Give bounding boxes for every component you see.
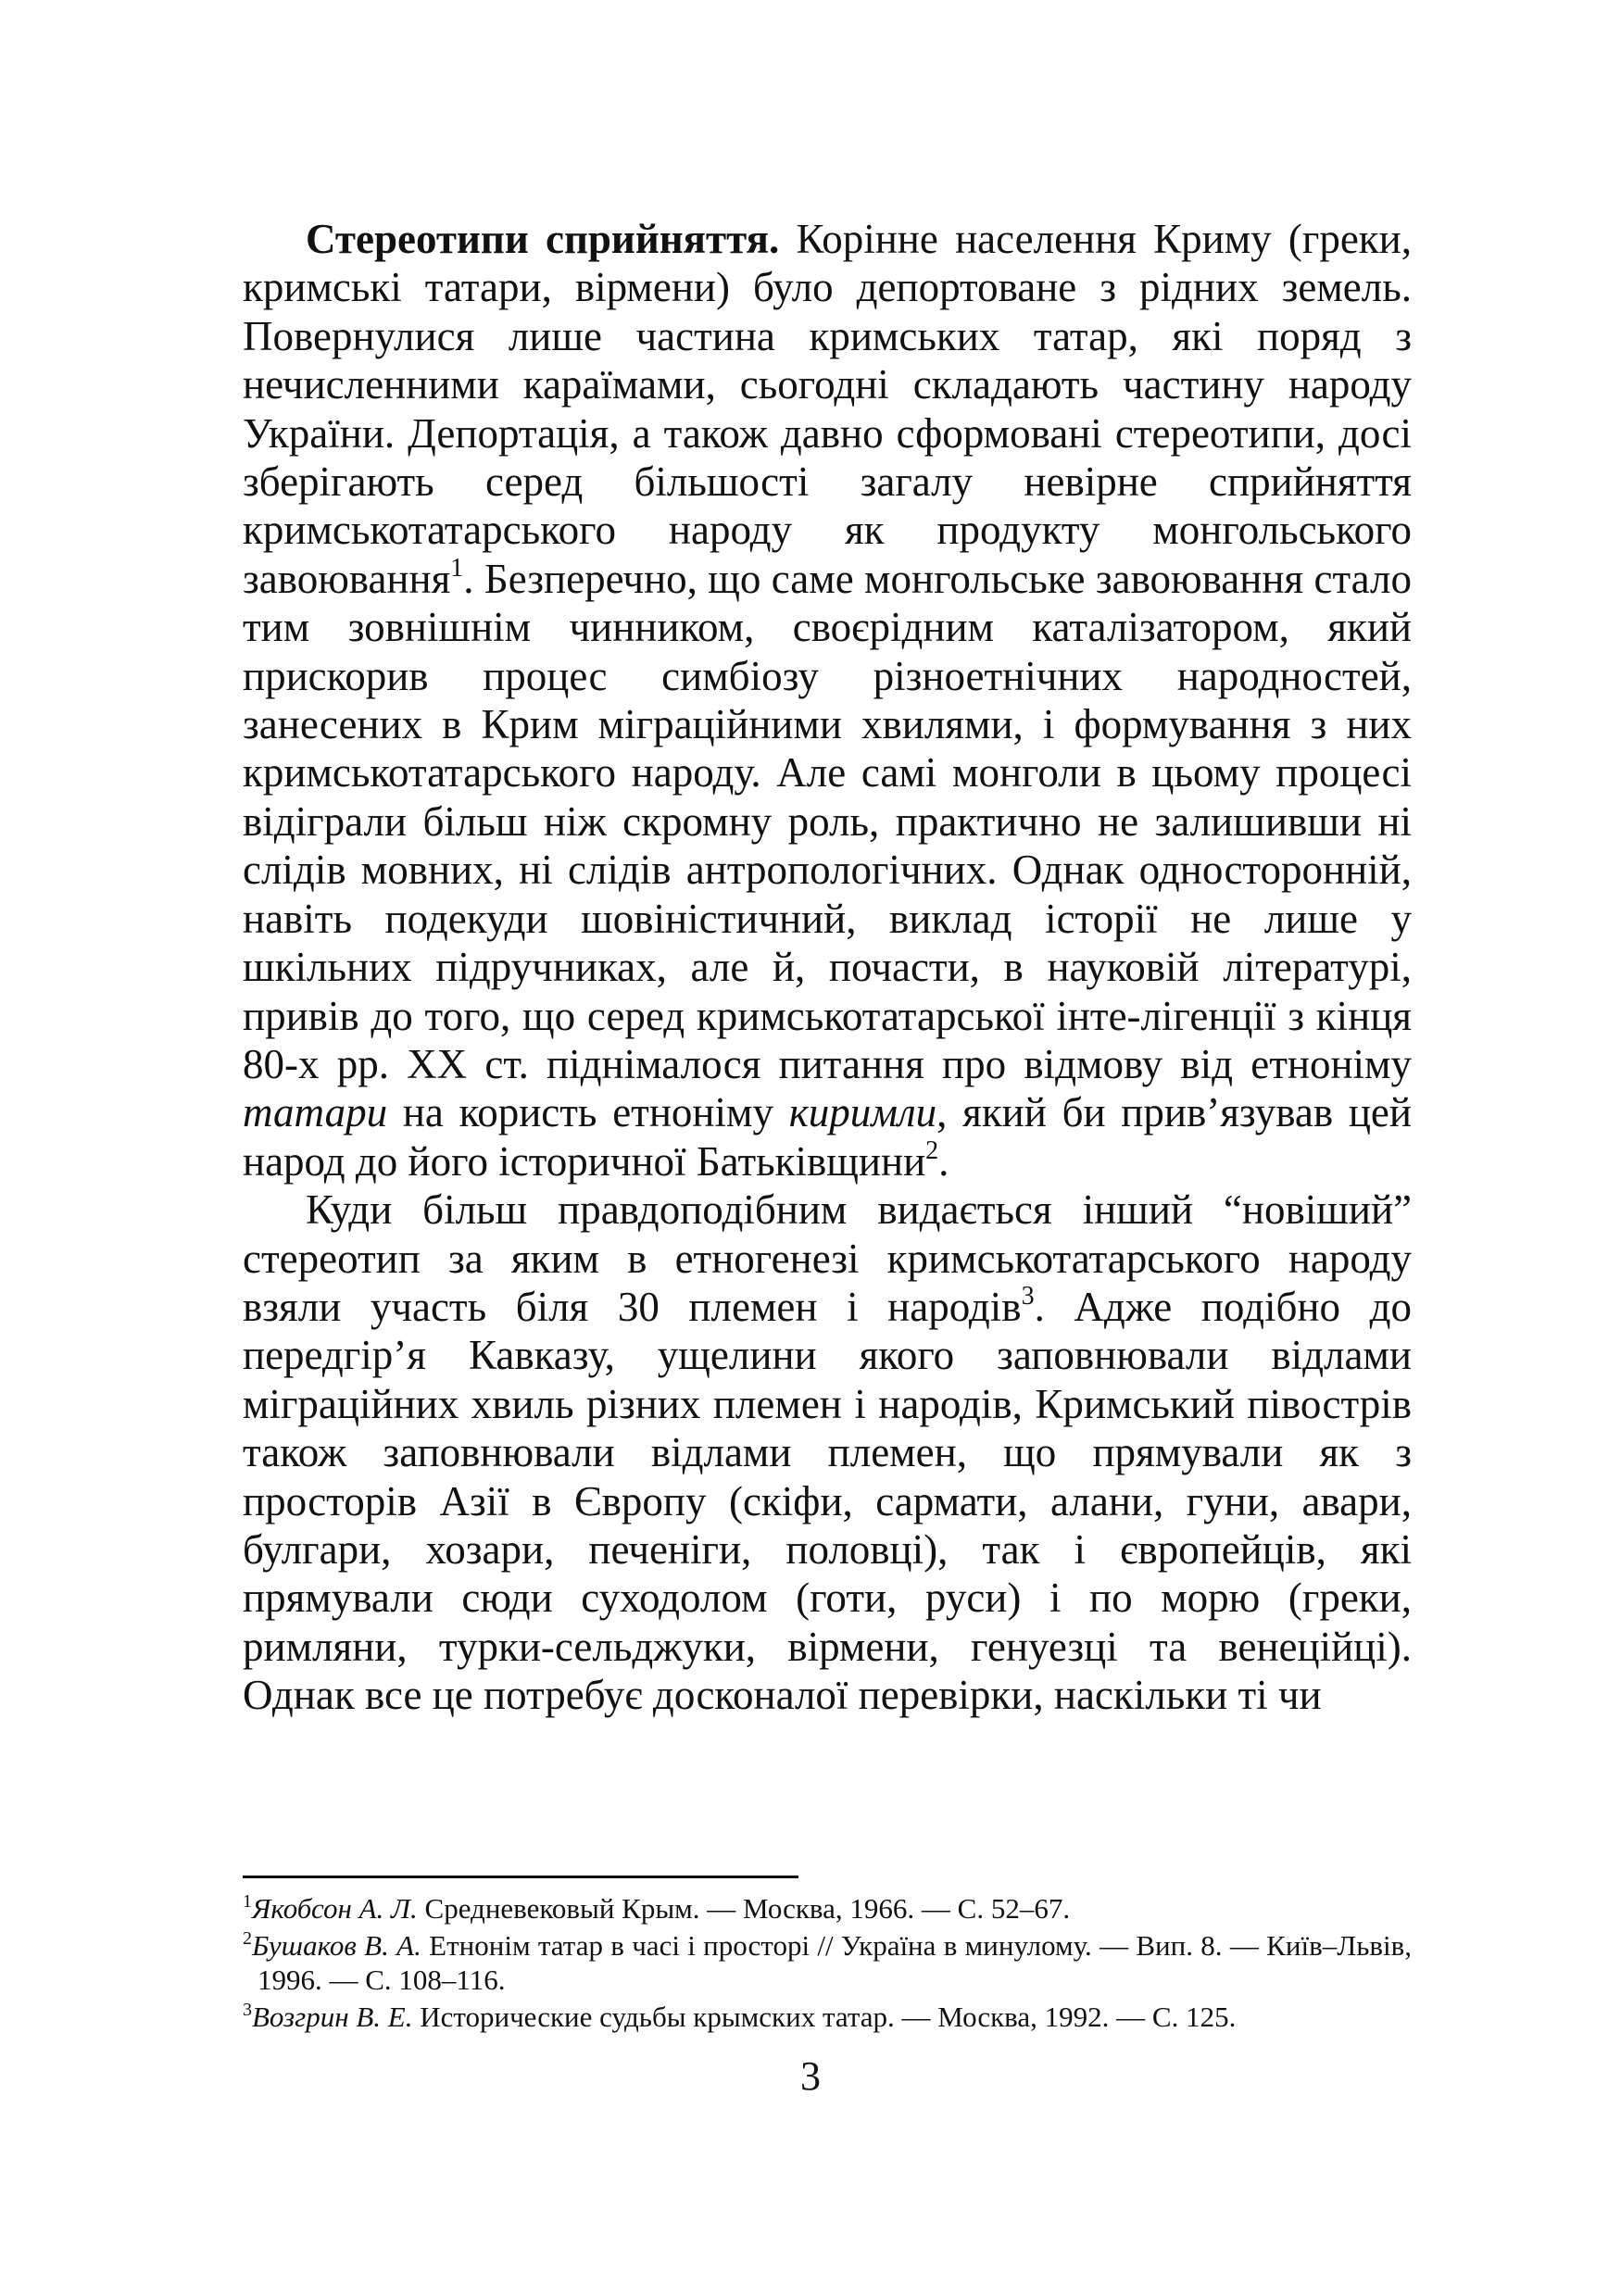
footnote-2	[243, 1928, 1412, 1997]
footnote-number: 2	[243, 1928, 252, 1949]
footnote-ref-3[interactable]: 3	[1021, 1281, 1035, 1311]
paragraph-1	[243, 215, 1412, 1186]
footnote-divider	[243, 1876, 798, 1878]
paragraph-1-text-d: , який би прив’язував цей народ до його історичної Батьківщини	[243, 1089, 1412, 1185]
page-number: 3	[800, 2053, 821, 2099]
footnote-number: 1	[243, 1891, 252, 1912]
paragraph-2-text-a: Куди більш правдоподібним видається інший “новіший” стереотип за яким в етногенезі кримськотатарського народу взяли участь біля 30 племен і народів	[243, 1186, 1412, 1330]
paragraph-1-text-e: .	[938, 1137, 949, 1185]
paragraph-2	[243, 1186, 1412, 1719]
paragraph-2-text-b: . Адже подібно до передгір’я Кавказу, ущелини якого заповнювали відлами міграційних хвиль різних племен і народів, Кримський півострів також заповнювали відлами племен, що прямували як з просторів Азії в Європу (скіфи, сармати, алани, гуни, авари, булгари, хозари, печеніги, половці), так і європейців, які прямували сюди суходолом (готи, руси) і по морю (греки, римляни, турки-сельджуки, вірмени, генуезці та венеційці). Однак все це потребує досконалої перевірки, наскільки ті чи	[243, 1283, 1412, 1719]
footnote-text: Етнонім татар в часі і просторі // Україна в минулому. — Вип. 8. — Київ–Львів, 1996. — С. 108–116.	[258, 1929, 1412, 1996]
footnote-1	[243, 1891, 1412, 1926]
main-text	[243, 215, 1412, 1720]
footnote-number: 3	[243, 2000, 252, 2020]
term-kyrymly: киримли	[788, 1089, 937, 1136]
footnote-text: Исторические судьбы крымских татар. — Москва, 1992. — С. 125.	[412, 2001, 1237, 2033]
footnote-author: Якобсон А. Л.	[252, 1892, 418, 1925]
paragraph-1-text-c: на користь етноніму	[387, 1089, 789, 1136]
footnote-author: Возгрин В. Е.	[252, 2001, 413, 2033]
footnote-author: Бушаков В. А.	[252, 1929, 421, 1962]
footnote-text: Средневековый Крым. — Москва, 1966. — С. 52–67.	[417, 1892, 1071, 1925]
footnote-ref-2[interactable]: 2	[925, 1135, 939, 1165]
paragraph-1-text-b: . Безперечно, що саме монгольське завоювання стало тим зовнішнім чинником, своєрідним каталізатором, який прискорив процес симбіозу різноетнічних народностей, занесених в Крим міграційними хвилями, і формування з них кримськотатарського народу. Але самі монголи в цьому процесі відіграли більш ніж скромну роль, практично не залишивши ні слідів мовних, ні слідів антропологічних. Однак односторонній, навіть подекуди шовіністичний, виклад історії не лише у шкільних підручниках, але й, почасти, в науковій літературі, привів до того, що серед кримськотатарської інте-лігенції з кінця 80-х рр. XX ст. піднімалося питання про відмову від етноніму	[243, 555, 1412, 1087]
section-heading: Стереотипи сприйняття.	[306, 216, 780, 262]
term-tatary: татари	[243, 1089, 388, 1136]
paragraph-1-text-a: Корінне населення Криму (греки, кримські татари, вірмени) було депортоване з рідних земель. Повернулися лише частина кримських татар, які поряд з нечисленними караїмами, сьогодні складають частину народу України. Депортація, а також давно сформовані стереотипи, досі зберігають серед більшості загалу невірне сприйняття кримськотатарського народу як продукту монгольського завоювання	[243, 216, 1412, 602]
footnote-ref-1[interactable]: 1	[450, 553, 464, 583]
footnote-3	[243, 2000, 1412, 2034]
footnotes	[243, 1891, 1412, 2037]
